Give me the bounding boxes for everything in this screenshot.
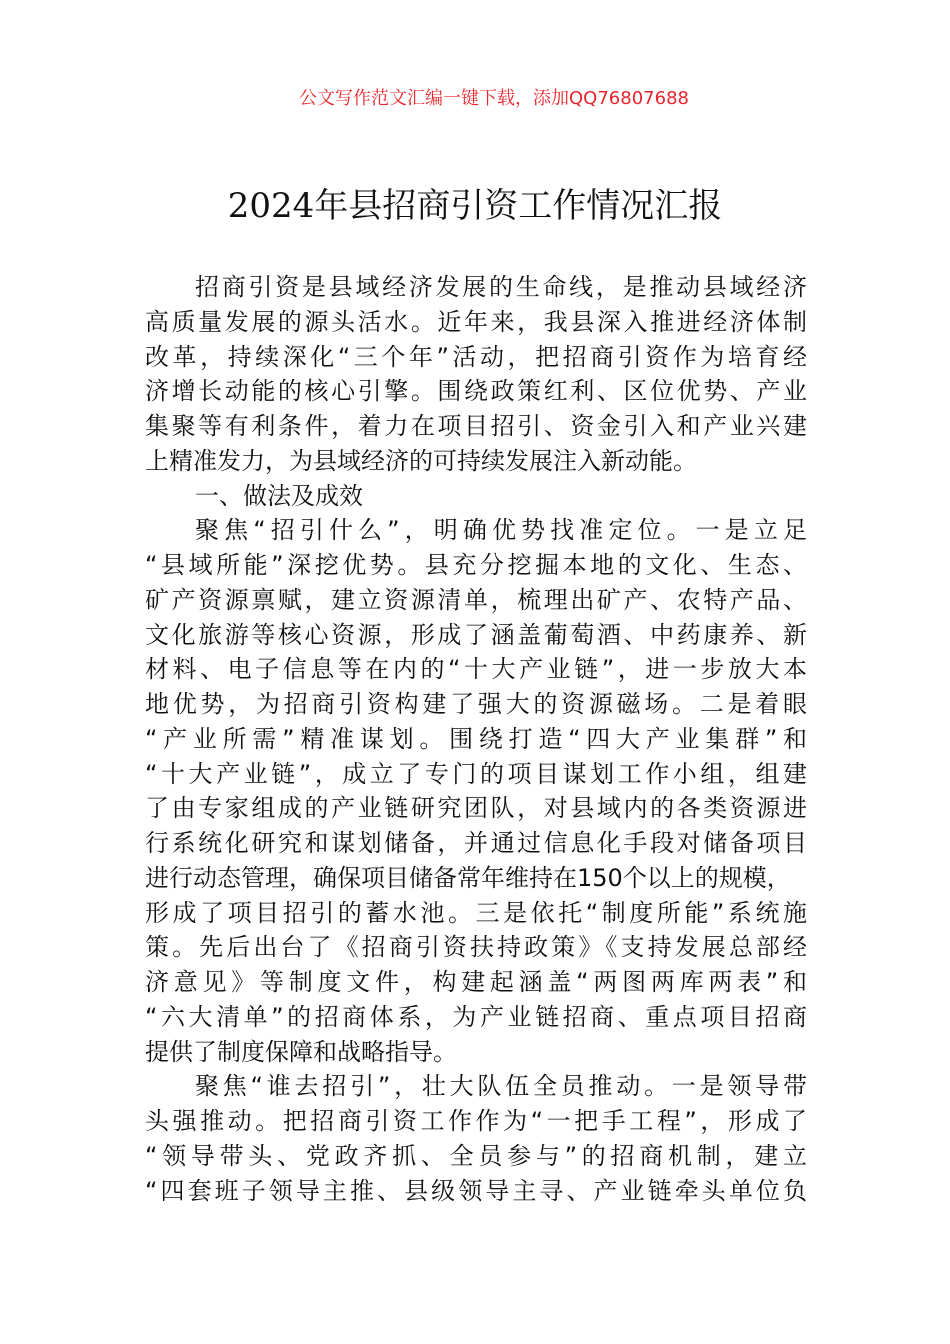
text-line: 矿产资源禀赋，建立资源清单，梳理出矿产、农特产品、 (145, 585, 807, 614)
text-line: 高质量发展的源头活水。近年来，我县深入推进经济体制 (145, 307, 807, 336)
paragraph (145, 513, 807, 1069)
text-line: 一、做法及成效 (195, 481, 363, 510)
text-line: 改革，持续深化“三个年”活动，把招商引资作为培育经 (145, 342, 807, 371)
text-line: “十大产业链”，成立了专门的项目谋划工作小组，组建 (145, 759, 807, 788)
text-line: 文化旅游等核心资源，形成了涵盖葡萄酒、中药康养、新 (145, 620, 807, 649)
document-title: 2024年县招商引资工作情况汇报 (227, 186, 723, 226)
text-line: 集聚等有利条件，着力在项目招引、资金引入和产业兴建 (145, 412, 807, 440)
paragraph (145, 479, 807, 514)
text-line: 上精准发力，为县域经济的可持续发展注入新动能。 (145, 446, 697, 475)
text-line: “四套班子领导主推、县级领导主寻、产业链牵头单位负 (145, 1176, 807, 1205)
text-line: 聚焦“谁去招引”，壮大队伍全员推动。一是领导带 (195, 1072, 807, 1101)
text-line: 行系统化研究和谋划储备，并通过信息化手段对储备项目 (145, 829, 807, 857)
text-line: 形成了项目招引的蓄水池。三是依托“制度所能”系统施 (145, 898, 807, 927)
text-line: 头强推动。把招商引资工作作为“一把手工程”，形成了 (145, 1107, 807, 1135)
paragraph (145, 270, 807, 479)
text-line: 济增长动能的核心引擎。围绕政策红利、区位优势、产业 (145, 377, 807, 406)
text-line: 招商引资是县域经济发展的生命线，是推动县域经济 (195, 273, 807, 301)
text-line: 材料、电子信息等在内的“十大产业链”，进一步放大本 (145, 655, 807, 684)
text-line: 地优势，为招商引资构建了强大的资源磁场。二是着眼 (145, 690, 807, 718)
text-line: 提供了制度保障和战略指导。 (145, 1037, 457, 1066)
text-line: 济意见》等制度文件，构建起涵盖“两图两库两表”和 (145, 968, 807, 996)
text-line: 了由专家组成的产业链研究团队，对县域内的各类资源进 (145, 794, 807, 823)
watermark-banner: 公文写作范文汇编一键下载，添加QQ76807688 (299, 88, 689, 109)
paragraph (145, 1069, 807, 1208)
text-line: 进行动态管理，确保项目储备常年维持在150个以上的规模， (145, 863, 791, 892)
text-line: “六大清单”的招商体系，为产业链招商、重点项目招商 (145, 1002, 807, 1031)
text-line: 聚焦“招引什么”，明确优势找准定位。一是立足 (195, 516, 807, 545)
document-body (145, 270, 807, 1208)
text-line: “领导带头、党政齐抓、全员参与”的招商机制，建立 (145, 1141, 807, 1170)
text-line: 策。先后出台了《招商引资扶持政策》《支持发展总部经 (145, 933, 807, 962)
text-line: “产业所需”精准谋划。围绕打造“四大产业集群”和 (145, 724, 807, 753)
text-line: “县域所能”深挖优势。县充分挖掘本地的文化、生态、 (145, 551, 807, 579)
